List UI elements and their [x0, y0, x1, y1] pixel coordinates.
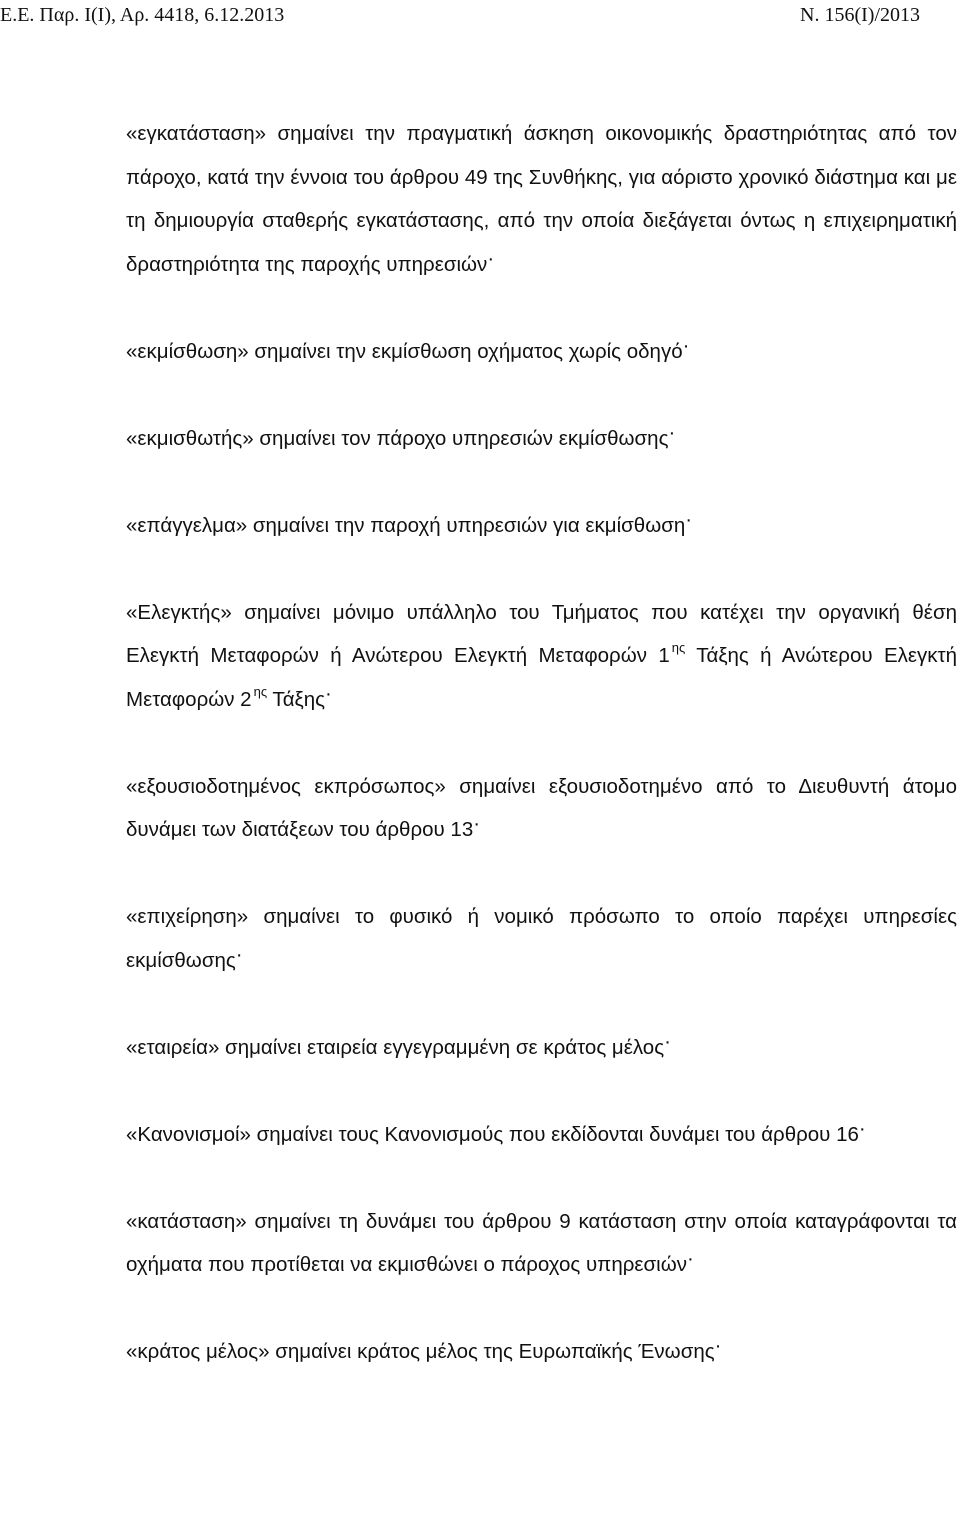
definition-text: «εγκατάσταση» σημαίνει την πραγματική άσκηση οικονομικής δραστηριότητας από τον πάροχο, κατά την έννοια του άρθρου 49 της Συνθήκης, για αόριστο χρονικό διάστημα και με τη δημιουργία σταθερής εγκατάστασης, από την οποία διεξάγεται όντως η επιχειρηματική δραστηριότητα της παροχής υπηρεσιών: [126, 122, 957, 276]
definition-text-part2: Τάξης ή Ανώτερου Ελεγκτή Μεταφορών 2: [126, 644, 958, 711]
definition-exousiodotimenos: [126, 765, 957, 852]
separator: ·: [487, 246, 495, 270]
definition-text: «εκμίσθωση» σημαίνει την εκμίσθωση οχήματος χωρίς οδηγό: [126, 339, 683, 363]
definition-text-part3: Τάξης: [267, 687, 326, 711]
definition-kanonismoi: [126, 1113, 957, 1157]
separator: ·: [473, 812, 481, 835]
definition-ekmisthotis: [126, 417, 957, 461]
definition-text-part1: «Ελεγκτής» σημαίνει μόνιμο υπάλληλο του Τμήματος που κατέχει την οργανική θέση Ελεγκτή Μεταφορών ή Ανώτερου Ελεγκτή Μεταφορών 1: [126, 600, 957, 667]
separator: ·: [858, 1116, 866, 1140]
definition-text: «εταιρεία» σημαίνει εταιρεία εγγεγραμμένη σε κράτος μέλος: [126, 1035, 665, 1059]
ordinal-suffix: ης: [253, 683, 268, 699]
definition-text: «κατάσταση» σημαίνει τη δυνάμει του άρθρου 9 κατάσταση στην οποία καταγράφονται τα οχήματα που προτίθεται να εκμισθώνει ο πάροχος υπηρεσιών: [126, 1209, 957, 1276]
definition-katastasi: [126, 1200, 957, 1287]
definition-kratos-melos: [126, 1330, 957, 1374]
definition-egkatastasi: [126, 112, 957, 286]
definition-elegktis: [126, 591, 957, 722]
ordinal-suffix: ης: [671, 640, 686, 655]
page-header: [0, 0, 960, 30]
definition-text: «εξουσιοδοτημένος εκπρόσωπος» σημαίνει εξουσιοδοτημένο από το Διευθυντή άτομο δυνάμει των διατάξεων του άρθρου 13: [126, 774, 957, 841]
separator: ·: [686, 1247, 694, 1270]
separator: ·: [235, 942, 243, 966]
definition-epicheirisi: [126, 895, 957, 982]
definition-ekmisthosi: [126, 330, 957, 374]
definition-text: «επιχείρηση» σημαίνει το φυσικό ή νομικό πρόσωπο το οποίο παρέχει υπηρεσίες εκμίσθωσης: [126, 905, 957, 972]
separator: ·: [685, 507, 693, 531]
definition-epaggelma: [126, 504, 957, 548]
definition-etaireia: [126, 1026, 957, 1070]
definition-text: «Κανονισμοί» σημαίνει τους Κανονισμούς που εκδίδονται δυνάμει του άρθρου 16: [126, 1122, 859, 1146]
definition-text: «επάγγελμα» σημαίνει την παροχή υπηρεσιών για εκμίσθωση: [126, 513, 686, 537]
separator: ·: [664, 1029, 671, 1053]
law-number: Ν. 156(Ι)/2013: [800, 4, 920, 26]
separator: ·: [668, 420, 676, 444]
separator: ·: [714, 1334, 722, 1357]
gazette-reference: Ε.Ε. Παρ. Ι(Ι), Αρ. 4418, 6.12.2013: [0, 4, 285, 26]
separator: ·: [682, 333, 690, 357]
definition-text: «κράτος μέλος» σημαίνει κράτος μέλος της Ευρωπαϊκής Ένωσης: [126, 1340, 715, 1363]
definitions-list: [126, 112, 957, 1417]
separator: ·: [325, 681, 332, 705]
definition-text: «εκμισθωτής» σημαίνει τον πάροχο υπηρεσιών εκμίσθωσης: [126, 426, 669, 450]
